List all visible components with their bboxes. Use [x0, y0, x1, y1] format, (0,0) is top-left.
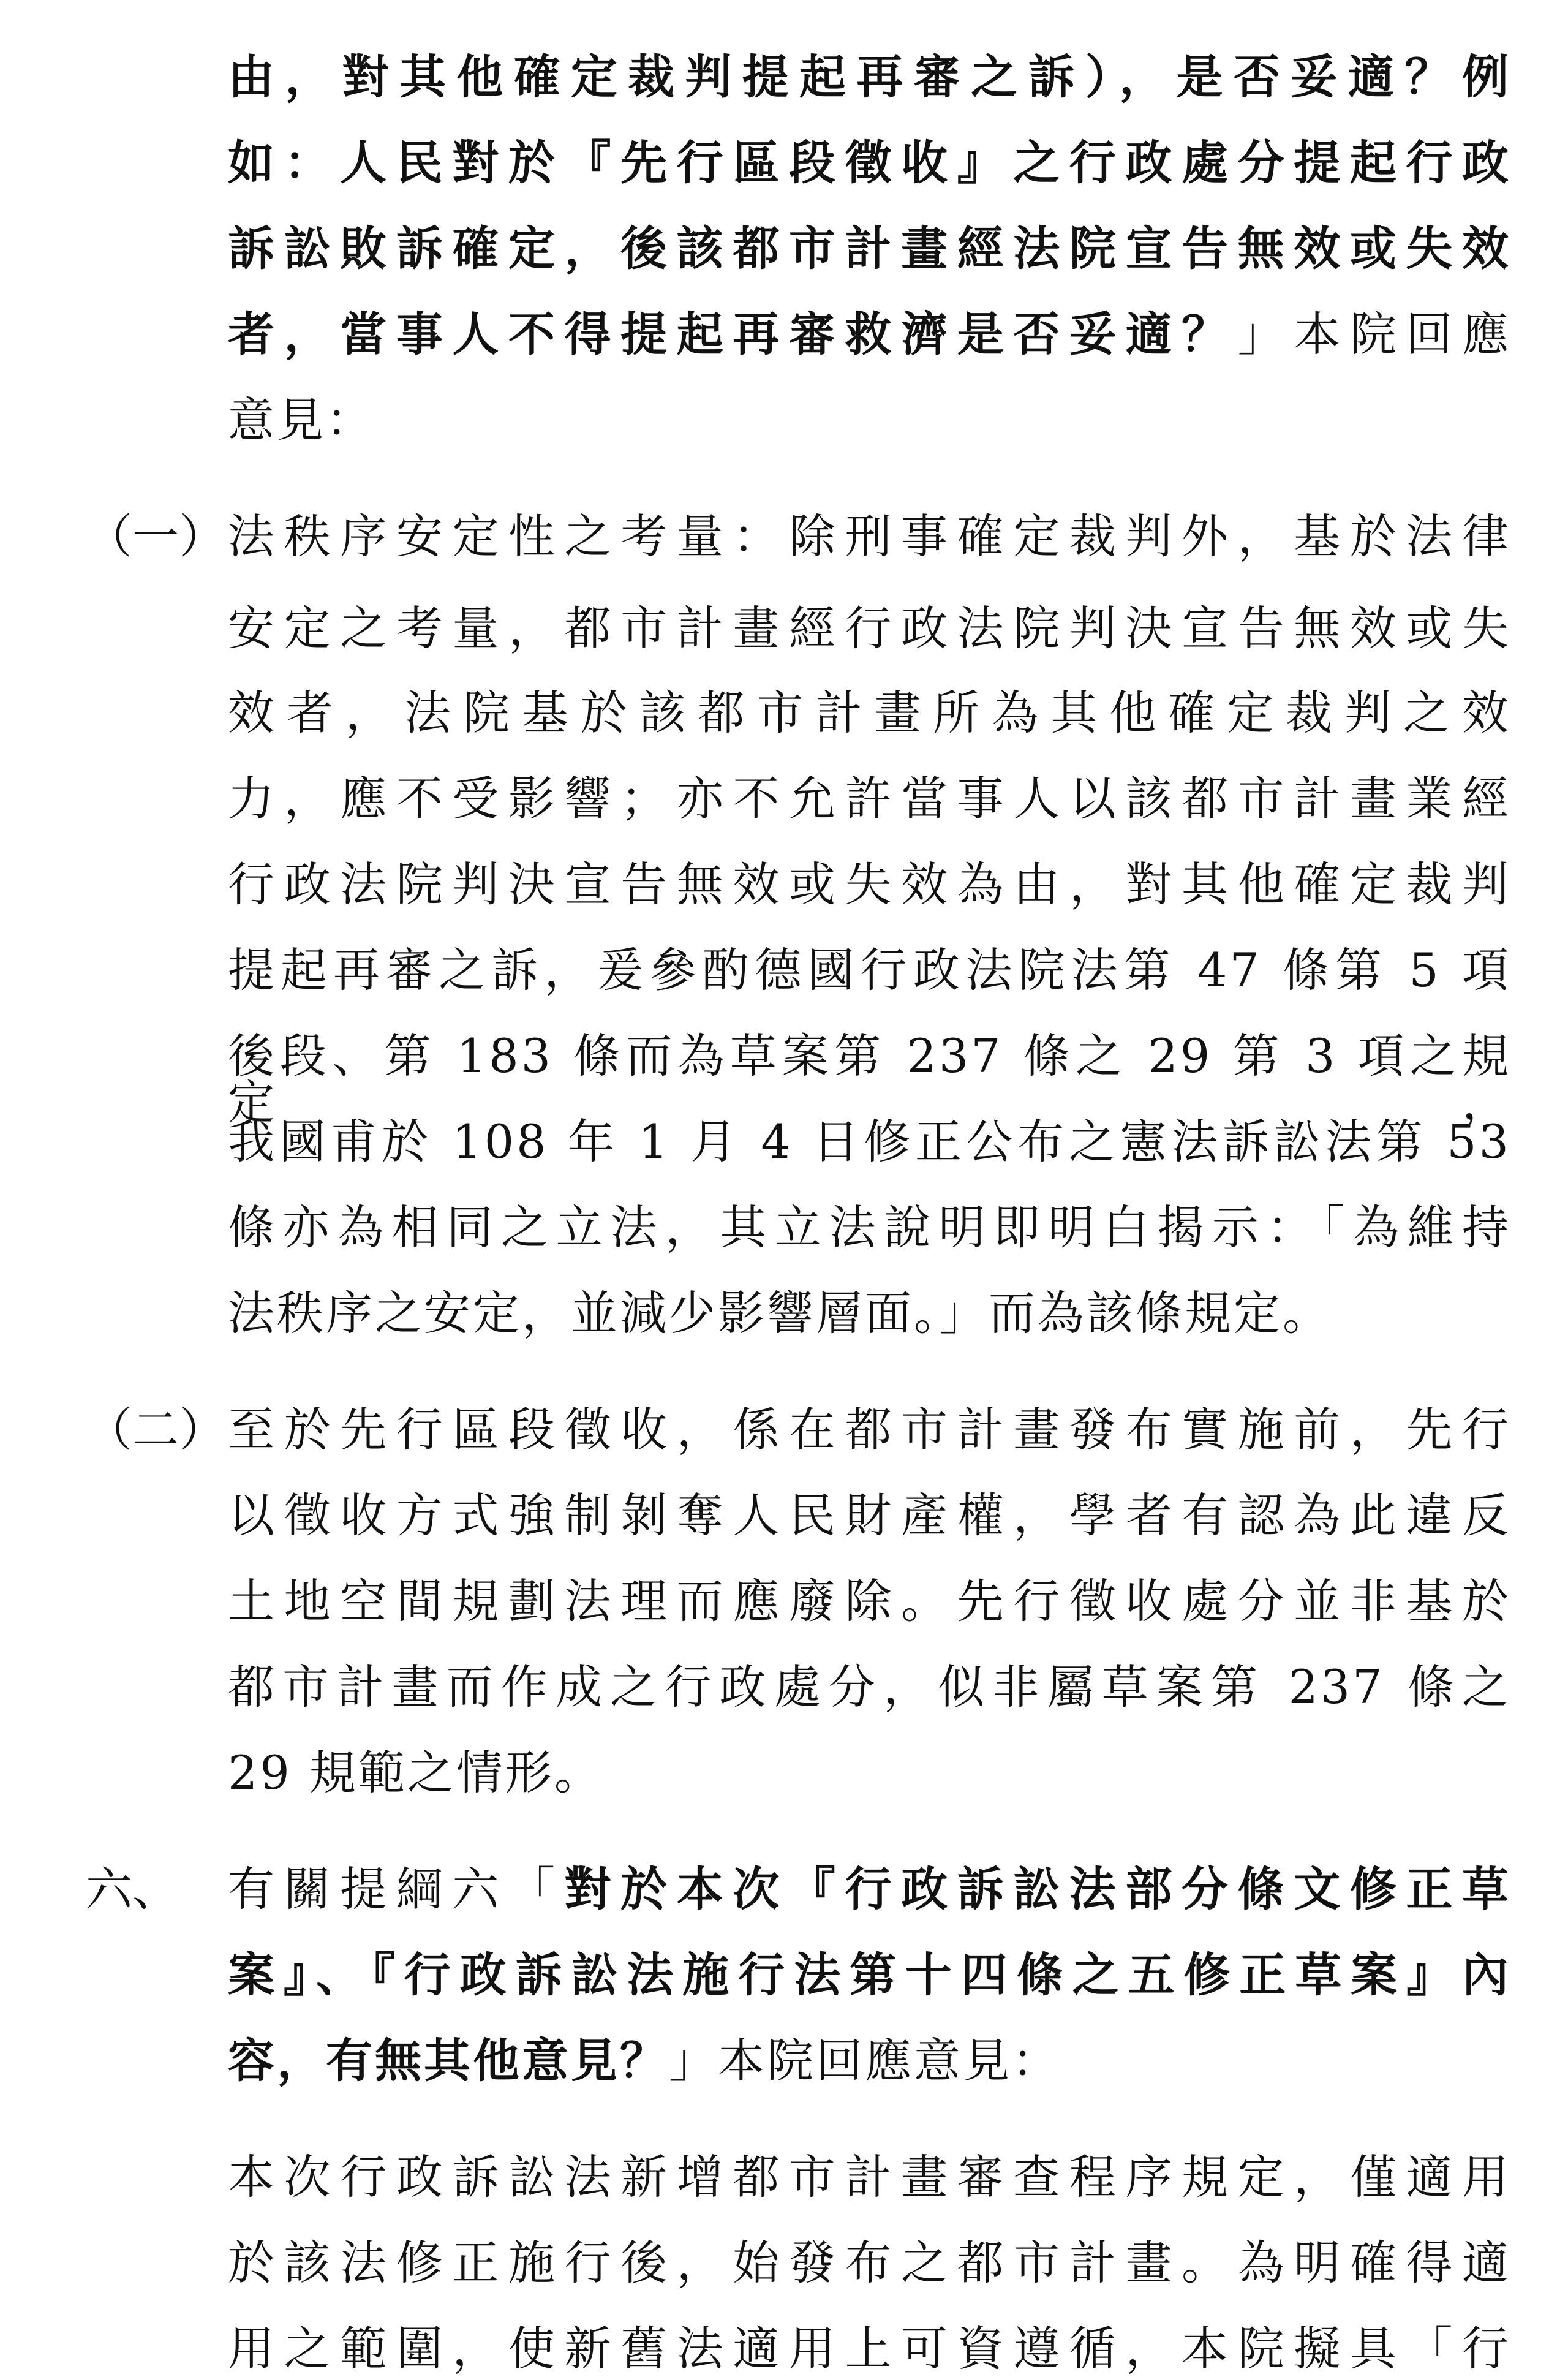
section-six-line-3: [228, 2033, 1061, 2088]
item-one-line-2: 安定之考量，都市計畫經行政法院判決宣告無效或失: [228, 601, 1511, 656]
intro-line-4: [228, 307, 1512, 361]
section-six-body-line-3: 用之範圍，使新舊法適用上可資遵循，本院擬具「行: [228, 2321, 1511, 2376]
intro-line-4-bold: 者，當事人不得提起再審救濟是否妥適？: [228, 307, 1238, 361]
intro-line-1: 由，對其他確定裁判提起再審之訴），是否妥適？例: [228, 50, 1511, 104]
item-one-line-7: 後段、第 183 條而為草案第 237 條之 29 第 3 項之規定，: [228, 1029, 1511, 1130]
section-six-body-line-1: 本次行政訴訟法新增都市計畫審查程序規定，僅適用: [228, 2150, 1511, 2204]
item-two-line-3: 土地空間規劃法理而應廢除。先行徵收處分並非基於: [228, 1574, 1511, 1628]
section-six-line-1-bold: 對於本次『行政訴訟法部分條文修正草: [564, 1862, 1512, 1916]
item-one-line-6: 提起再審之訴，爰參酌德國行政法院法第 47 條第 5 項: [228, 943, 1511, 997]
item-one-line-8: 我國甫於 108 年 1 月 4 日修正公布之憲法訴訟法第 53: [228, 1114, 1511, 1169]
item-two-line-4: 都市計畫而作成之行政處分，似非屬草案第 237 條之: [228, 1660, 1511, 1714]
section-six-marker: 六、: [86, 1862, 179, 1916]
item-two-line-5: 29 規範之情形。: [228, 1745, 603, 1800]
item-one-line-5: 行政法院判決宣告無效或失效為由，對其他確定裁判: [228, 857, 1511, 912]
item-one-line-4: 力，應不受影響；亦不允許當事人以該都市計畫業經: [228, 771, 1511, 826]
item-two-marker: （二）: [86, 1402, 225, 1457]
item-two-line-1: 至於先行區段徵收，係在都市計畫發布實施前，先行: [228, 1402, 1511, 1457]
item-one-line-10: 法秩序之安定，並減少影響層面。」而為該條規定。: [228, 1286, 1332, 1340]
section-six-line-3-normal: 」本院回應意見：: [669, 2033, 1061, 2088]
item-one-line-1: 法秩序安定性之考量：除刑事確定裁判外，基於法律: [228, 509, 1511, 564]
section-six-line-1-normal: 有關提綱六「: [228, 1862, 565, 1916]
intro-line-3: 訴訟敗訴確定，後該都市計畫經法院宣告無效或失效: [228, 221, 1511, 276]
item-one-line-3: 效者，法院基於該都市計畫所為其他確定裁判之效: [228, 686, 1511, 740]
item-two-line-2: 以徵收方式強制剝奪人民財產權，學者有認為此違反: [228, 1488, 1511, 1543]
item-one-marker: （一）: [86, 509, 225, 564]
intro-line-4-normal: 」本院回應: [1237, 307, 1512, 361]
section-six-line-3-bold: 容，有無其他意見？: [228, 2033, 669, 2088]
intro-line-2: 如：人民對於『先行區段徵收』之行政處分提起行政: [228, 135, 1511, 190]
section-six-line-1: [228, 1862, 1512, 1916]
section-six-body-line-2: 於該法修正施行後，始發布之都市計畫。為明確得適: [228, 2235, 1511, 2290]
section-six-line-2: 案』、『行政訴訟法施行法第十四條之五修正草案』內: [228, 1948, 1511, 2002]
item-one-line-9: 條亦為相同之立法，其立法說明即明白揭示：「為維持: [228, 1200, 1511, 1255]
intro-line-5: 意見：: [228, 393, 375, 447]
